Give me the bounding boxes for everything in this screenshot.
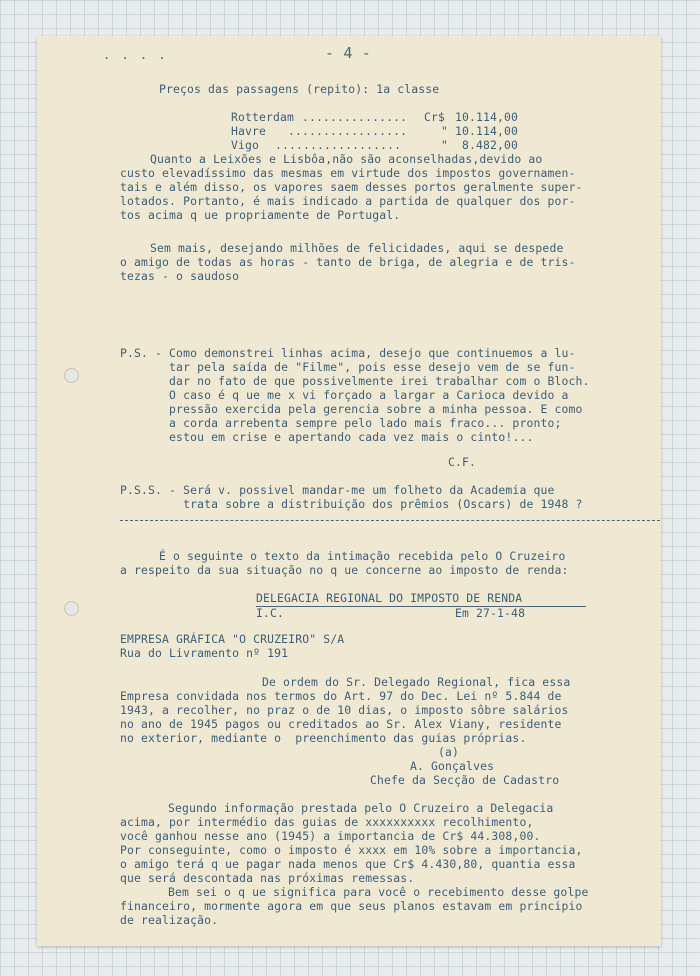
text-line: Bem sei o q ue significa para você o recebimento desse golpe xyxy=(168,885,589,899)
text-line: financeiro, mormente agora em que seus planos estavam em principio xyxy=(120,899,583,913)
notice-heading: DELEGACIA REGIONAL DO IMPOSTO DE RENDA xyxy=(256,591,523,605)
fare-currency: " xyxy=(441,124,449,138)
text-line: 1943, a recolher, no praz o de 10 dias, o imposto sôbre salários xyxy=(120,703,569,717)
text-line: no ano de 1945 pagos ou creditados ao Sr. Alex Viany, residente xyxy=(120,717,562,731)
fare-leader: ............... xyxy=(302,110,408,124)
fare-leader: ................. xyxy=(288,124,408,138)
text-line: tais e além disso, os vapores saem desses portos geralmente super- xyxy=(120,180,583,194)
fares-title: Preços das passagens (repito): 1a classe xyxy=(159,82,440,96)
text-line: o amigo terá q ue pagar nada menos que Cr$ 4.430,80, quantia essa xyxy=(120,857,576,871)
text-line: Sem mais, desejando milhões de felicidades, aqui se despede xyxy=(150,241,564,255)
notice-signer-title: Chefe da Secção de Cadastro xyxy=(370,773,560,787)
text-line: tezas - o saudoso xyxy=(120,269,240,283)
notice-date: Em 27-1-48 xyxy=(455,606,526,620)
text-line: Empresa convidada nos termos do Art. 97 do Dec. Lei nº 5.844 de xyxy=(120,689,562,703)
text-line: a corda arrebenta sempre pelo lado mais fraco... pronto; xyxy=(120,416,562,430)
text-line: dar no fato de que possivelmente irei trabalhar com o Bloch. xyxy=(120,374,590,388)
text-line: trata sobre a distribuição dos prêmios (Oscars) de 1948 ? xyxy=(120,497,583,511)
text-line: de realização. xyxy=(120,913,219,927)
text-line: Segundo informação prestada pelo O Cruzeiro a Delegacia xyxy=(168,801,554,815)
notice-signer: A. Gonçalves xyxy=(410,759,495,773)
text-line: você ganhou nesse ano (1945) a importancia de Cr$ 44.308,00. xyxy=(120,829,541,843)
fare-leader: .................. xyxy=(275,138,402,152)
fare-currency: Cr$ xyxy=(424,110,446,124)
text-line: que será descontada nas próximas remessas. xyxy=(120,871,415,885)
notice-address: Rua do Livramento nº 191 xyxy=(120,646,289,660)
text-line: É o seguinte o texto da intimação recebida pelo O Cruzeiro xyxy=(159,549,566,563)
initials: C.F. xyxy=(448,455,477,469)
notice-ref: I.C. xyxy=(256,606,285,620)
fare-label: Vigo xyxy=(231,138,260,152)
fare-label: Rotterdam xyxy=(231,110,295,124)
dashed-divider xyxy=(120,520,660,521)
text-line: De ordem do Sr. Delegado Regional, fica essa xyxy=(262,675,571,689)
text-line: estou em crise e apertando cada vez mais o cinto!... xyxy=(120,430,534,444)
punch-hole xyxy=(64,601,79,616)
text-line: pressão exercida pela gerencia sobre a minha pessoa. E como xyxy=(120,402,583,416)
fare-value: 8.482,00 xyxy=(462,138,519,152)
notice-signed: (a) xyxy=(438,745,460,759)
heading-underline xyxy=(256,606,586,607)
text-line: P.S. - Como demonstrei linhas acima, desejo que continuemos a lu- xyxy=(120,346,576,360)
page-number: - 4 - xyxy=(325,44,371,62)
text-line: o amigo de todas as horas - tanto de briga, de alegria e de tris- xyxy=(120,255,576,269)
fare-currency: " xyxy=(441,138,449,152)
text-line: no exterior, mediante o preenchimento das guias próprias. xyxy=(120,731,527,745)
header-dots: . . . . xyxy=(103,48,168,62)
text-line: Por conseguinte, como o imposto é xxxx em 10% sobre a importancia, xyxy=(120,843,583,857)
punch-hole xyxy=(64,368,79,383)
text-line: tar pela saída de "Filme", pois esse desejo vem de se fun- xyxy=(120,360,576,374)
notice-addressee: EMPRESA GRÁFICA "O CRUZEIRO" S/A xyxy=(120,632,345,646)
text-line: acima, por intermédio das guias de xxxxxxxxxx recolhimento, xyxy=(120,815,534,829)
document-page xyxy=(37,36,661,946)
text-line: P.S.S. - Será v. possivel mandar-me um folheto da Academia que xyxy=(120,483,555,497)
text-line: lotados. Portanto, é mais indicado a partida de qualquer dos por- xyxy=(120,194,576,208)
text-line: custo elevadíssimo das mesmas em virtude dos impostos governamen- xyxy=(120,166,576,180)
text-line: O caso é q ue me x vi forçado a largar a Carioca devido a xyxy=(120,388,569,402)
fare-label: Havre xyxy=(231,124,267,138)
text-line: tos acima q ue propriamente de Portugal. xyxy=(120,208,401,222)
text-line: a respeito da sua situação no q ue concerne ao imposto de renda: xyxy=(120,563,569,577)
text-line: Quanto a Leixões e Lisbôa,não são aconselhadas,devido ao xyxy=(150,152,543,166)
fare-value: 10.114,00 xyxy=(455,124,519,138)
fare-value: 10.114,00 xyxy=(455,110,519,124)
